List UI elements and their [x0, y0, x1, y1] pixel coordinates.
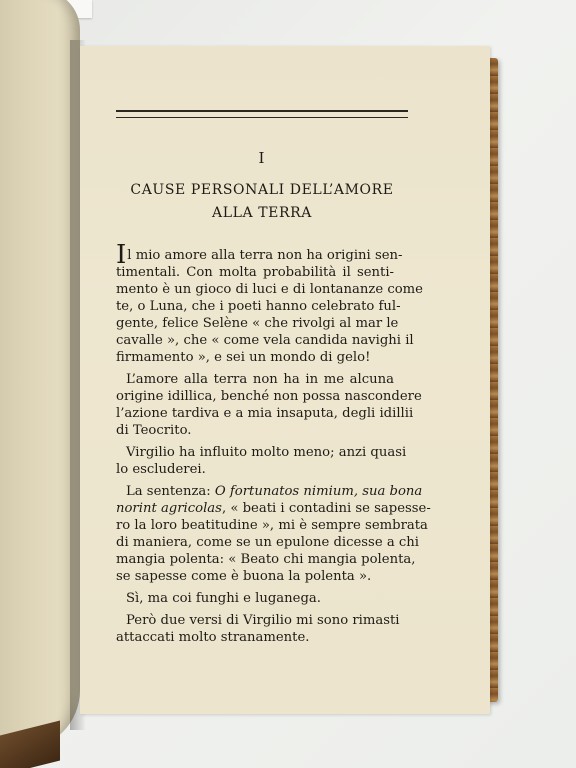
chapter-number: I: [258, 149, 266, 167]
text-line: Sì, ma coi funghi e luganega.: [126, 591, 321, 606]
text-line: ro la loro beatitudine », mi è sempre sembrata: [116, 518, 428, 533]
text-line: timentali. Con molta probabilità il senti-: [116, 265, 394, 280]
text-line: Virgilio ha influito molto meno; anzi quasi: [126, 445, 407, 460]
latin-quote: O fortunatos nimium, sua bona: [214, 484, 423, 499]
text-line: [116, 240, 403, 270]
text-line: [116, 483, 423, 500]
text-line: cavalle », che « come vela candida navighi il: [116, 333, 414, 348]
text-line-content: l mio amore alla terra non ha origini sen-: [127, 248, 403, 263]
drop-cap: I: [116, 240, 127, 270]
text-line: di Teocrito.: [116, 423, 192, 438]
text-line: Però due versi di Virgilio mi sono rimasti: [126, 613, 400, 628]
latin-quote: norint agricolas: [116, 501, 222, 516]
text-line: firmamento », e sei un mondo di gelo!: [116, 350, 371, 365]
chapter-title-line: CAUSE PERSONALI DELL’AMORE: [130, 182, 394, 198]
text-line: origine idillica, benché non possa nascondere: [116, 389, 422, 404]
book-page: [80, 46, 490, 714]
text-line: mento è un gioco di luci e di lontananze come: [116, 282, 423, 297]
text-line: [116, 500, 431, 517]
body-text: [116, 240, 431, 646]
text-line: mangia polenta: « Beato chi mangia polenta,: [116, 552, 416, 567]
text-line: di maniera, come se un epulone dicesse a chi: [116, 535, 419, 550]
text-line: se sapesse come è buona la polenta ».: [116, 569, 372, 584]
text-line: gente, felice Selène « che rivolgi al mar le: [116, 316, 399, 331]
text-run: La sentenza:: [126, 484, 215, 499]
text-line: L’amore alla terra non ha in me alcuna: [126, 372, 394, 387]
text-run: , « beati i contadini se sapesse-: [221, 501, 431, 516]
chapter-rule: [116, 110, 408, 118]
text-line: lo escluderei.: [116, 462, 206, 477]
chapter-title-line: ALLA TERRA: [211, 205, 312, 221]
text-line: attaccati molto stranamente.: [116, 630, 310, 645]
left-page: [0, 0, 80, 750]
text-line: l’azione tardiva e a mia insaputa, degli idillii: [116, 406, 414, 421]
text-line: te, o Luna, che i poeti hanno celebrato ful-: [116, 299, 401, 314]
chapter-title: [116, 179, 408, 225]
